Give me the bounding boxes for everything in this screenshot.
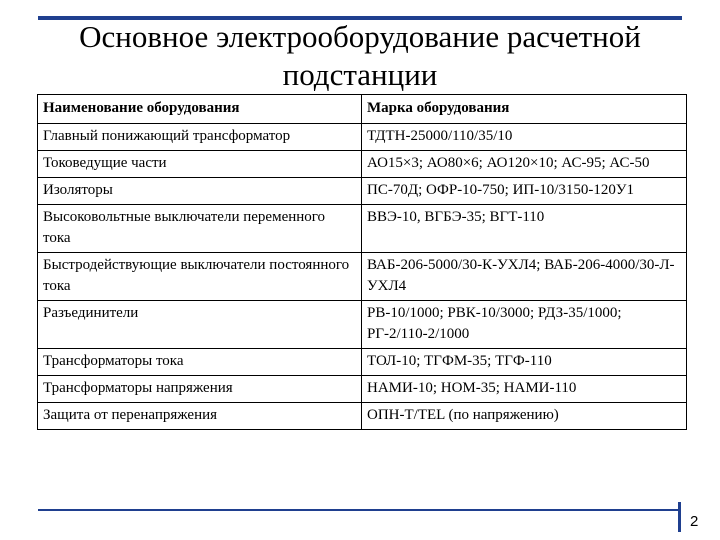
slide-title <box>40 18 680 94</box>
equipment-name-cell: Высоковольтные выключатели переменного тока <box>38 205 362 253</box>
equipment-name-cell: Трансформаторы напряжения <box>38 376 362 403</box>
equipment-name-cell: Быстродействующие выключатели постоянного тока <box>38 253 362 301</box>
table-header-row <box>38 95 687 124</box>
bottom-accent-rule <box>38 509 678 511</box>
equipment-brand-cell: ВВЭ-10, ВГБЭ-35; ВГТ-110 <box>362 205 687 253</box>
equipment-brand-cell: ПС-70Д; ОФР-10-750; ИП-10/3150-120У1 <box>362 178 687 205</box>
equipment-brand-cell: НАМИ-10; НОМ-35; НАМИ-110 <box>362 376 687 403</box>
table-row <box>38 151 687 178</box>
table-row <box>38 301 687 349</box>
equipment-name-cell: Токоведущие части <box>38 151 362 178</box>
equipment-name-cell: Изоляторы <box>38 178 362 205</box>
equipment-table <box>37 94 687 430</box>
equipment-brand-cell: ОПН-Т/TEL (по напряжению) <box>362 403 687 430</box>
table-row <box>38 349 687 376</box>
header-equipment-name: Наименование оборудования <box>38 95 362 124</box>
slide-title-line-1: Основное электрооборудование расчетной <box>79 19 641 54</box>
equipment-name-cell: Разъединители <box>38 301 362 349</box>
equipment-brand-cell: ТДТН-25000/110/35/10 <box>362 124 687 151</box>
equipment-brand-cell: ВАБ-206-5000/30-К-УХЛ4; ВАБ-206-4000/30-Л-УХЛ4 <box>362 253 687 301</box>
equipment-name-cell: Защита от перенапряжения <box>38 403 362 430</box>
equipment-brand-cell: ТОЛ-10; ТГФМ-35; ТГФ-110 <box>362 349 687 376</box>
page-number: 2 <box>690 513 699 530</box>
equipment-brand-cell: РВ-10/1000; РВК-10/3000; РДЗ-35/1000; РГ-2/110-2/1000 <box>362 301 687 349</box>
table-row <box>38 403 687 430</box>
bottom-accent-rule-end <box>678 502 681 532</box>
equipment-brand-cell: АО15×3; АО80×6; АО120×10; АС-95; АС-50 <box>362 151 687 178</box>
table-row <box>38 376 687 403</box>
slide-title-line-2: подстанции <box>282 57 438 92</box>
table-row <box>38 124 687 151</box>
header-equipment-brand: Марка оборудования <box>362 95 687 124</box>
table-row <box>38 178 687 205</box>
equipment-name-cell: Трансформаторы тока <box>38 349 362 376</box>
table-row <box>38 253 687 301</box>
table-row <box>38 205 687 253</box>
equipment-name-cell: Главный понижающий трансформатор <box>38 124 362 151</box>
